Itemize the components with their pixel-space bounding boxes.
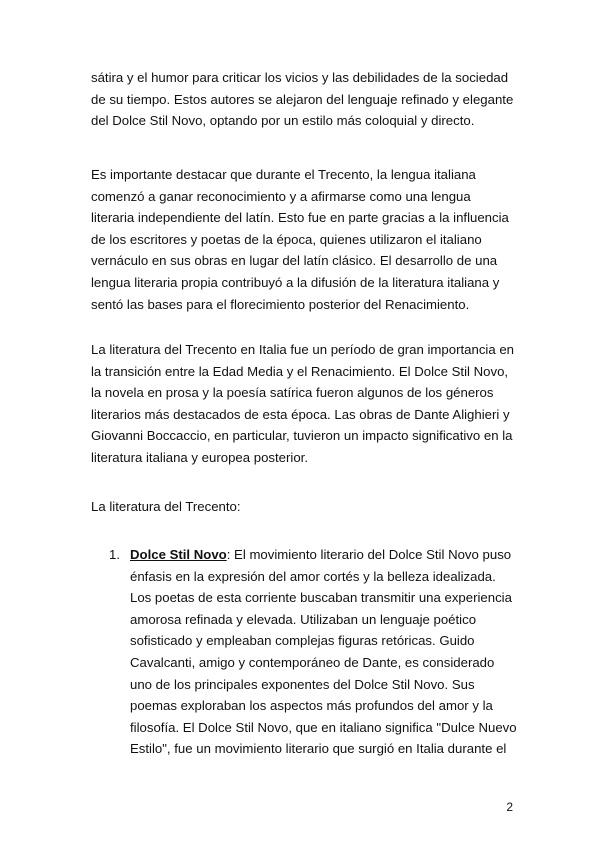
text-line: énfasis en la expresión del amor cortés y la belleza idealizada.	[130, 568, 496, 584]
text-line: amorosa refinada y elevada. Utilizaban un lenguaje poético	[130, 611, 477, 627]
paragraph-lengua-italiana	[91, 164, 521, 315]
text-line: Cavalcanti, amigo y contemporáneo de Dante, es considerado	[130, 654, 495, 670]
text-line: sentó las bases para el florecimiento posterior del Renacimiento.	[91, 296, 470, 312]
text-line: de los escritores y poetas de la época, quienes utilizaron el italiano	[91, 231, 482, 247]
text-line: de su tiempo. Estos autores se alejaron del lenguaje refinado y elegante	[91, 91, 514, 107]
text-line: lengua literaria propia contribuyó a la difusión de la literatura italiana y	[91, 274, 500, 290]
text-line: vernáculo en sus obras en lugar del latín clásico. El desarrollo de una	[91, 253, 498, 269]
text-line: sátira y el humor para criticar los vicios y las debilidades de la sociedad	[91, 70, 509, 85]
list-first-line-rest: : El movimiento literario del Dolce Stil Novo puso	[226, 547, 512, 562]
text-line: literatura italiana y europea posterior.	[91, 449, 308, 465]
text-line: literarios más destacados de esta época. Las obras de Dante Alighieri y	[91, 406, 510, 422]
text-line: poemas exploraban los aspectos más profundos del amor y la	[130, 698, 493, 714]
text-line: del Dolce Stil Novo, optando por un estilo más coloquial y directo.	[91, 113, 475, 129]
text-line: Es importante destacar que durante el Trecento, la lengua italiana	[91, 167, 476, 182]
text-line: la novela en prosa y la poesía satírica fueron algunos de los géneros	[91, 385, 494, 401]
page-number: 2	[506, 800, 513, 814]
list-number: 1.	[109, 547, 120, 562]
text-line: La literatura del Trecento:	[91, 499, 241, 514]
text-line: Estilo", fue un movimiento literario que surgió en Italia durante el	[130, 741, 507, 757]
list-item	[130, 544, 530, 760]
text-line: uno de los principales exponentes del Dolce Stil Novo. Sus	[130, 676, 475, 692]
text-line: Los poetas de esta corriente buscaban transmitir una experiencia	[130, 590, 512, 606]
text-line: literaria independiente del latín. Esto fue en parte gracias a la influencia	[91, 210, 509, 226]
text-line: sofisticado y empleaban complejas figuras retóricas. Guido	[130, 633, 475, 649]
paragraph-trecento-summary	[91, 339, 521, 469]
section-heading	[91, 496, 521, 518]
text-line: filosofía. El Dolce Stil Novo, que en italiano significa "Dulce Nuevo	[130, 719, 517, 735]
text-line: comenzó a ganar reconocimiento y a afirmarse como una lengua	[91, 188, 471, 204]
list-term: Dolce Stil Novo	[130, 547, 227, 562]
text-line: La literatura del Trecento en Italia fue un período de gran importancia en	[91, 342, 515, 357]
list-first-line	[130, 544, 530, 566]
text-line: Giovanni Boccaccio, en particular, tuvieron un impacto significativo en la	[91, 428, 513, 444]
text-line: la transición entre la Edad Media y el Renacimiento. El Dolce Stil Novo,	[91, 363, 509, 379]
paragraph-satira	[91, 67, 521, 132]
